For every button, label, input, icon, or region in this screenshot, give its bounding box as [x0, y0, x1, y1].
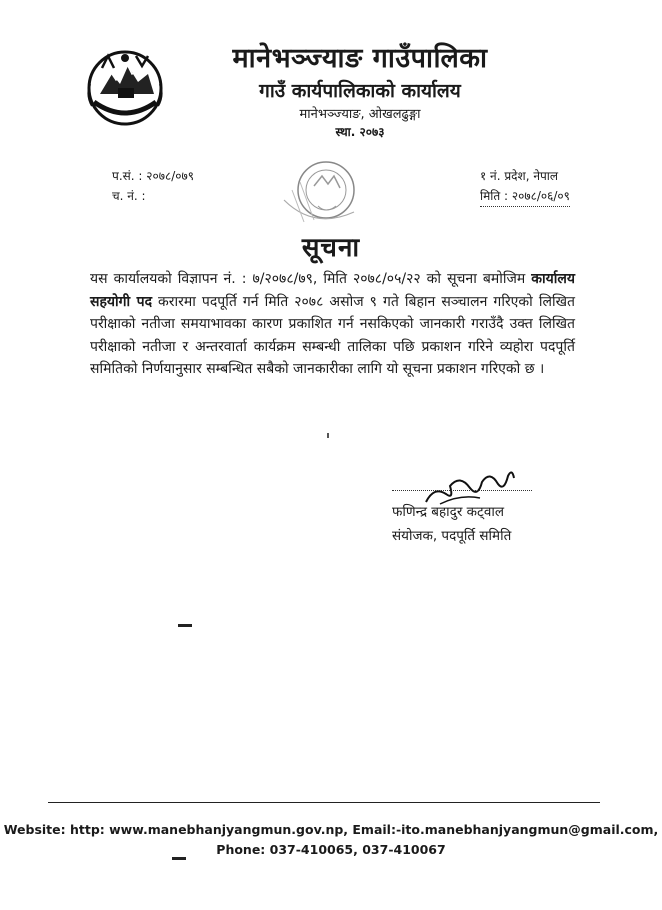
- notice-text-end: करारमा पदपूर्ति गर्न मिति २०७८ असोज ९ गते बिहान सञ्चालन गरिएको लिखित परीक्षाको नतीजा समयाभावका कारण प्रकाशित गर्न नसकिएको जानकारी गराउँदै उक्त लिखित परीक्षाको नतीजा र अन्तरवार्ता कार्यक्रम सम्बन्धी तालिका पछि प्रकाशन गरिने व्यहोरा पदपूर्ति समितिको निर्णयानुसार सम्बन्धित सबैको जानकारीका लागि यो सूचना प्रकाशन गरिएको छ ।: [90, 293, 576, 377]
- footer-phone: Phone: 037-410065, 037-410067: [216, 842, 446, 857]
- established-year: स्था. २०७३: [335, 125, 385, 139]
- org-name: मानेभञ्ज्याङ गाउँपालिका: [232, 43, 488, 74]
- date-block: [480, 166, 570, 207]
- letter-number: प.सं. : २०७८/०७९: [112, 169, 194, 183]
- office-address: मानेभञ्ज्याङ, ओखलढुङ्गा: [299, 107, 421, 122]
- signature-line: [392, 486, 532, 491]
- signatory-name: फणिन्द्र बहादुर कट्वाल: [392, 504, 504, 520]
- notice-text-start: यस कार्यालयको विज्ञापन नं. : ७/२०७८/७९, मिति २०७८/०५/२२ को सूचना बमोजिम: [90, 271, 532, 287]
- reference-block: [112, 166, 194, 206]
- notice-body: [90, 268, 575, 381]
- signatory-role: संयोजक, पदपूर्ति समिति: [392, 528, 512, 544]
- office-name: गाउँ कार्यपालिकाको कार्यालय: [259, 80, 461, 102]
- letter-date: मिति : २०७८/०६/०९: [480, 186, 570, 207]
- government-emblem-icon: [82, 44, 168, 130]
- footer-website-email: Website: http: www.manebhanjyangmun.gov.np, Email:-ito.manebhanjyangmun@gmail.com,: [3, 822, 659, 837]
- punch-mark: [178, 624, 192, 627]
- notice-title: सूचना: [301, 233, 361, 263]
- office-stamp-icon: [274, 160, 366, 236]
- stray-mark: [327, 433, 329, 438]
- footer-contact: [0, 820, 662, 860]
- signatory-block: [392, 500, 511, 548]
- post-name: कार्यालय सहयोगी पद: [90, 271, 575, 310]
- footer-divider: [48, 802, 600, 803]
- letterhead: [170, 42, 550, 140]
- dispatch-number: च. नं. :: [112, 189, 146, 203]
- province: १ नं. प्रदेश, नेपाल: [480, 169, 559, 183]
